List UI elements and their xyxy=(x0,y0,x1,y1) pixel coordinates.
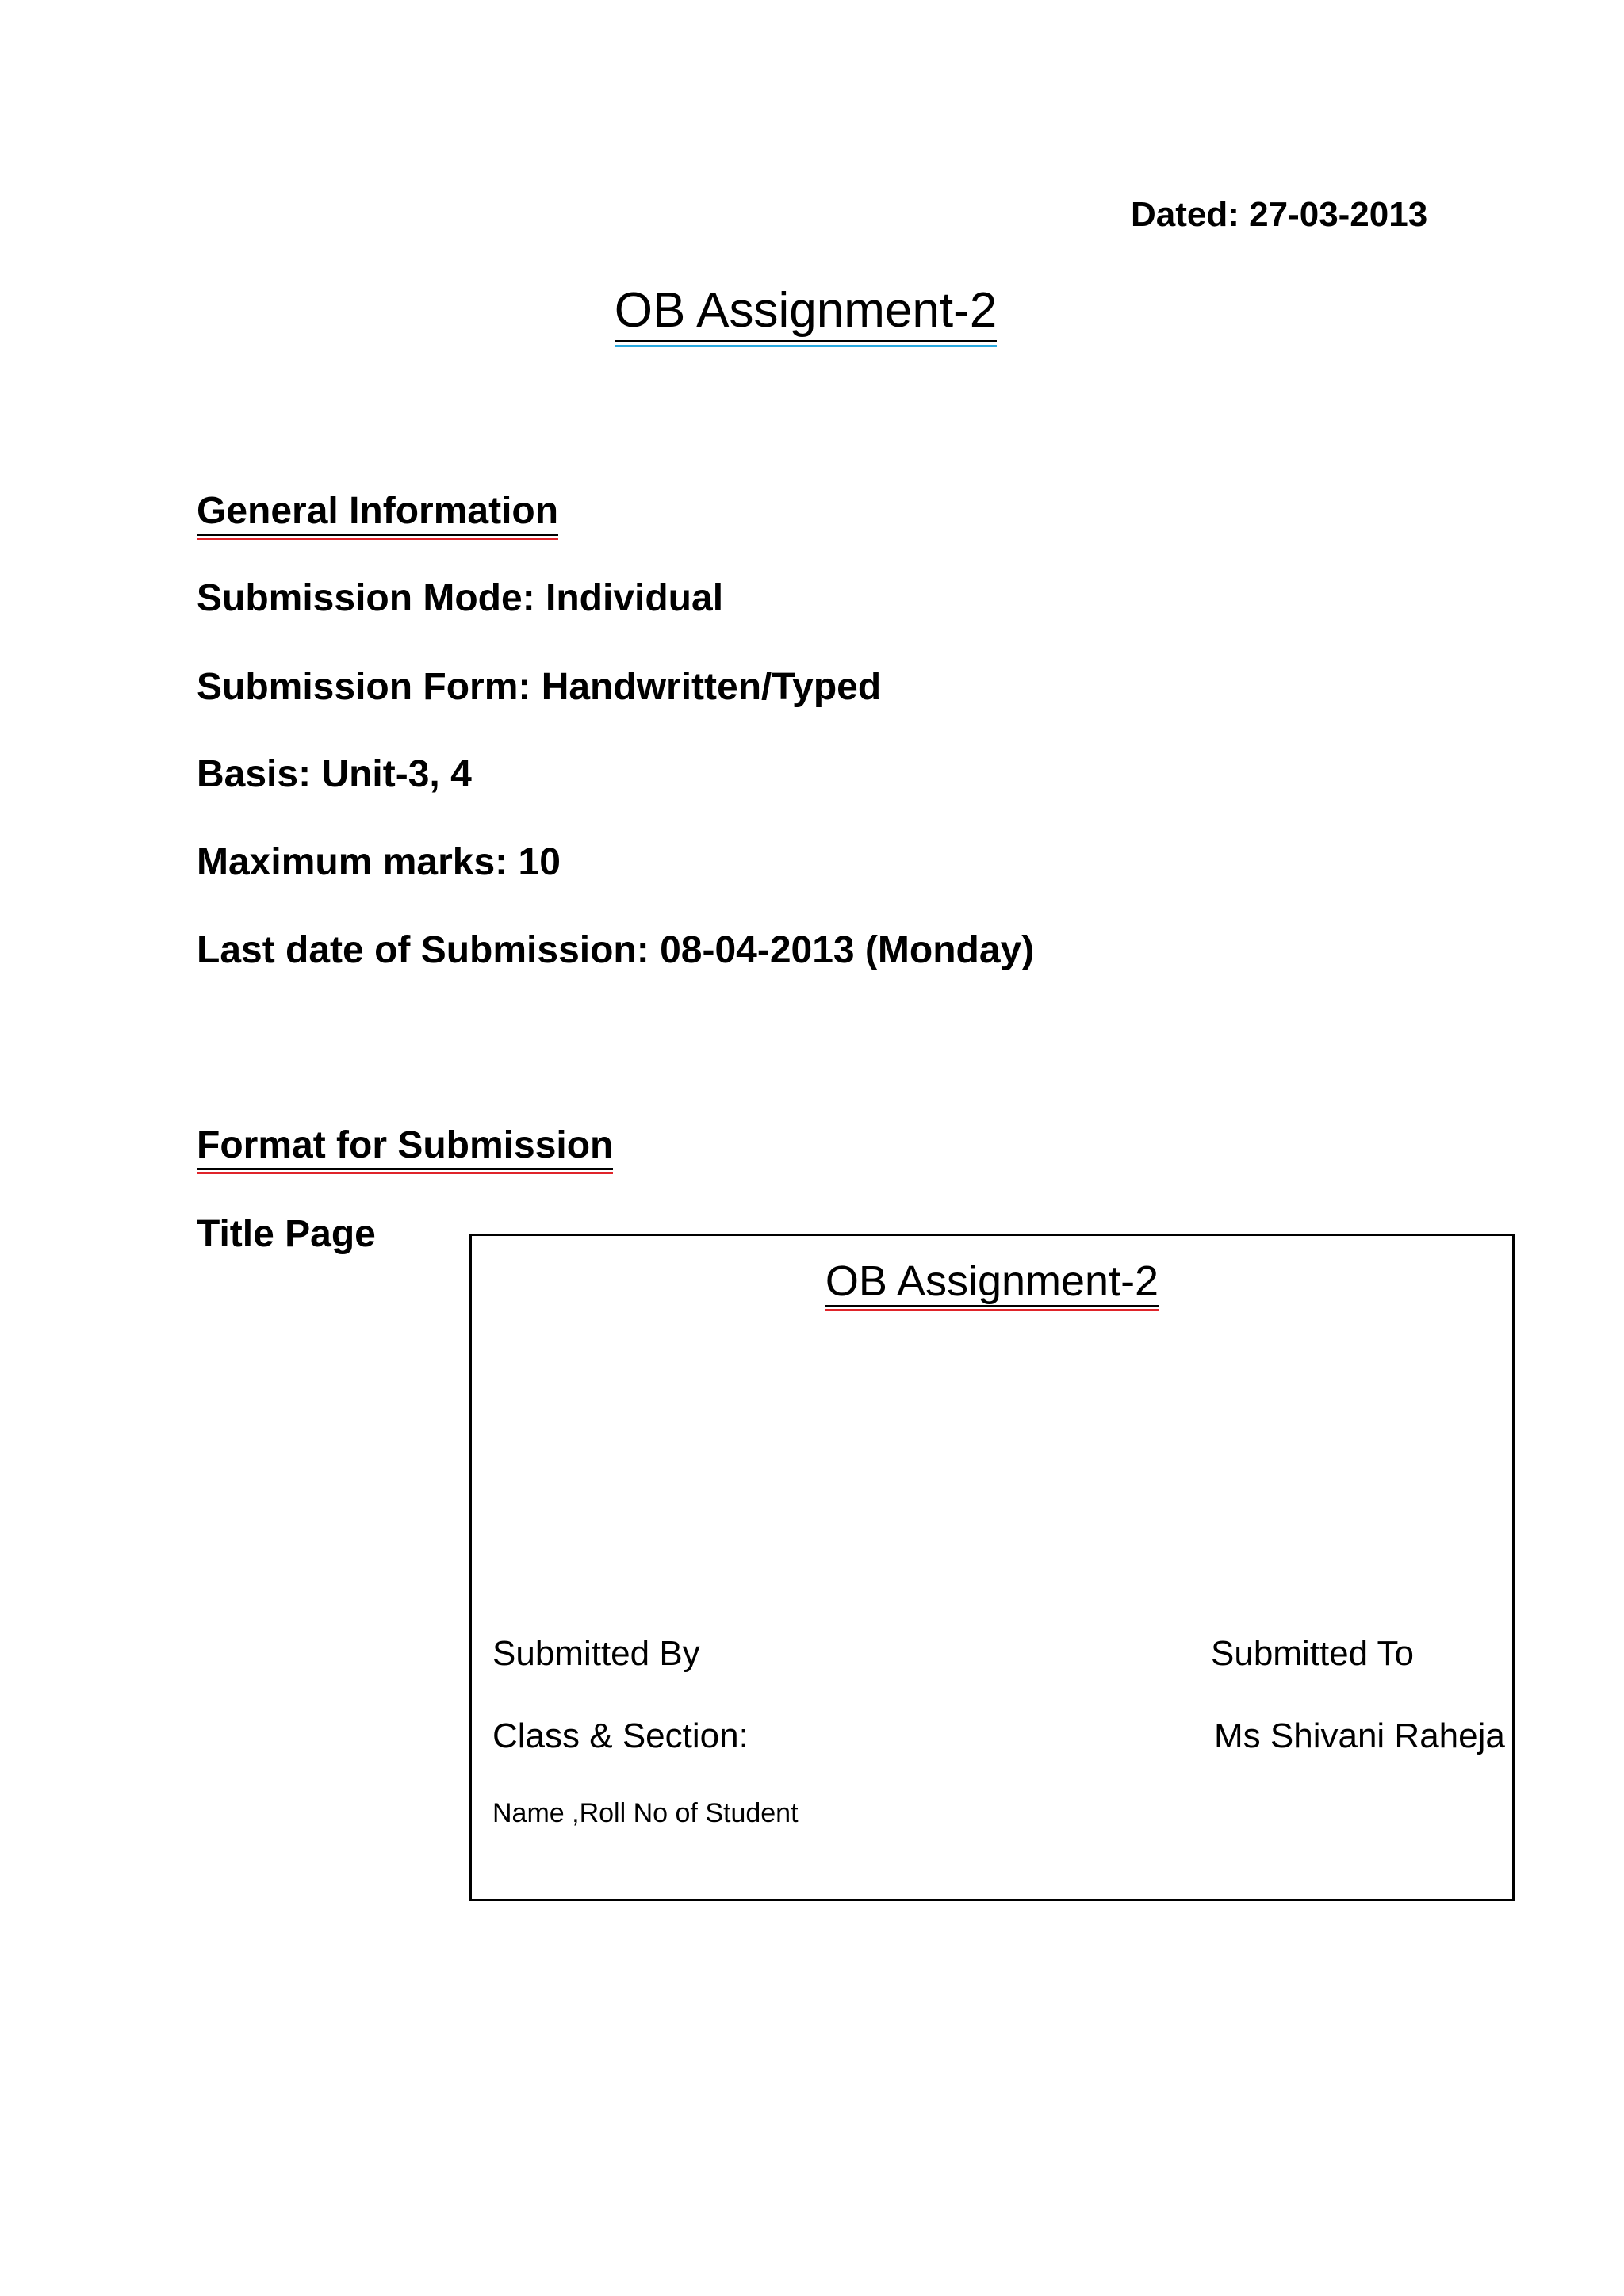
teacher-name: Ms Shivani Raheja xyxy=(1214,1716,1505,1755)
name-roll-label: Name ,Roll No of Student xyxy=(492,1798,799,1828)
submission-form-line: Submission Form: Handwritten/Typed xyxy=(197,666,882,708)
maximum-marks-line: Maximum marks: 10 xyxy=(197,841,561,883)
submitted-by-label: Submitted By xyxy=(492,1634,700,1673)
submission-mode-line: Submission Mode: Individual xyxy=(197,577,724,619)
format-for-submission-heading: Format for Submission xyxy=(197,1123,613,1170)
last-date-line: Last date of Submission: 08-04-2013 (Monday) xyxy=(197,929,1035,971)
title-page-sample-box xyxy=(469,1234,1515,1901)
class-section-label: Class & Section: xyxy=(492,1716,749,1755)
title-page-label: Title Page xyxy=(197,1213,376,1255)
submitted-to-label: Submitted To xyxy=(1211,1634,1415,1673)
general-information-heading: General Information xyxy=(197,488,558,536)
basis-line: Basis: Unit-3, 4 xyxy=(197,753,472,795)
box-title: OB Assignment-2 xyxy=(825,1257,1159,1305)
page-title-text: OB Assignment-2 xyxy=(615,283,997,342)
page-title xyxy=(0,279,1624,342)
dated-line: Dated: 27-03-2013 xyxy=(1131,195,1428,234)
